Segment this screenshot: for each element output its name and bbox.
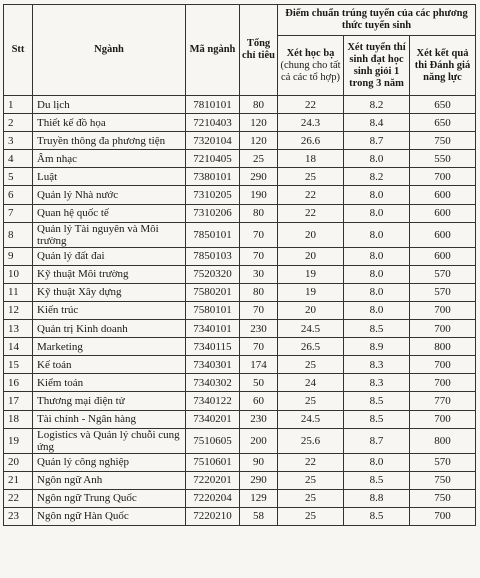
row-ma-nganh: 7210403 xyxy=(186,114,240,132)
header-group-diem-chuan: Điểm chuẩn trúng tuyển của các phương thức tuyển sinh xyxy=(278,5,476,36)
row-nganh: Quản trị Kinh doanh xyxy=(33,320,186,338)
row-stt: 2 xyxy=(4,114,33,132)
row-chi-tieu: 80 xyxy=(240,283,278,301)
row-xet-hoc-ba: 24.3 xyxy=(278,114,344,132)
row-nganh: Kiến trúc xyxy=(33,301,186,319)
row-chi-tieu: 200 xyxy=(240,428,278,453)
row-ma-nganh: 7580201 xyxy=(186,283,240,301)
row-xet-dgnl: 570 xyxy=(410,265,476,283)
admission-score-table xyxy=(3,4,476,526)
row-chi-tieu: 120 xyxy=(240,132,278,150)
row-xet-hsg: 8.7 xyxy=(344,132,410,150)
row-xet-hsg: 8.3 xyxy=(344,356,410,374)
row-stt: 23 xyxy=(4,507,33,525)
row-xet-dgnl: 650 xyxy=(410,96,476,114)
row-chi-tieu: 129 xyxy=(240,489,278,507)
row-xet-hoc-ba: 24.5 xyxy=(278,320,344,338)
row-xet-hsg: 8.0 xyxy=(344,265,410,283)
row-xet-hoc-ba: 20 xyxy=(278,222,344,247)
row-nganh: Luật xyxy=(33,168,186,186)
row-chi-tieu: 230 xyxy=(240,320,278,338)
row-xet-hoc-ba: 25 xyxy=(278,392,344,410)
header-tong-chi-tieu: Tổng chỉ tiêu xyxy=(240,5,278,96)
row-ma-nganh: 7510601 xyxy=(186,453,240,471)
table-row xyxy=(4,265,476,283)
row-xet-hoc-ba: 25 xyxy=(278,507,344,525)
row-ma-nganh: 7810101 xyxy=(186,96,240,114)
row-ma-nganh: 7340201 xyxy=(186,410,240,428)
row-stt: 21 xyxy=(4,471,33,489)
row-nganh: Marketing xyxy=(33,338,186,356)
row-stt: 4 xyxy=(4,150,33,168)
row-chi-tieu: 50 xyxy=(240,374,278,392)
row-stt: 18 xyxy=(4,410,33,428)
row-xet-hsg: 8.4 xyxy=(344,114,410,132)
row-ma-nganh: 7340301 xyxy=(186,356,240,374)
row-xet-hsg: 8.0 xyxy=(344,301,410,319)
row-chi-tieu: 190 xyxy=(240,186,278,204)
header-stt: Stt xyxy=(4,5,33,96)
row-stt: 19 xyxy=(4,428,33,453)
row-xet-hsg: 8.5 xyxy=(344,410,410,428)
row-nganh: Kỹ thuật Môi trường xyxy=(33,265,186,283)
row-xet-hsg: 8.2 xyxy=(344,96,410,114)
row-xet-dgnl: 700 xyxy=(410,410,476,428)
row-ma-nganh: 7320104 xyxy=(186,132,240,150)
row-xet-hsg: 8.5 xyxy=(344,507,410,525)
row-chi-tieu: 60 xyxy=(240,392,278,410)
table-row xyxy=(4,204,476,222)
row-stt: 1 xyxy=(4,96,33,114)
row-xet-hoc-ba: 19 xyxy=(278,283,344,301)
row-xet-dgnl: 700 xyxy=(410,507,476,525)
row-chi-tieu: 70 xyxy=(240,247,278,265)
row-nganh: Du lịch xyxy=(33,96,186,114)
row-xet-dgnl: 700 xyxy=(410,301,476,319)
table-row xyxy=(4,320,476,338)
row-stt: 17 xyxy=(4,392,33,410)
row-stt: 22 xyxy=(4,489,33,507)
table-row xyxy=(4,338,476,356)
row-xet-hsg: 8.3 xyxy=(344,374,410,392)
row-nganh: Quan hệ quốc tế xyxy=(33,204,186,222)
table-row xyxy=(4,374,476,392)
row-xet-hoc-ba: 18 xyxy=(278,150,344,168)
table-row xyxy=(4,247,476,265)
header-nganh: Ngành xyxy=(33,5,186,96)
row-xet-hoc-ba: 22 xyxy=(278,453,344,471)
row-nganh: Kiểm toán xyxy=(33,374,186,392)
row-nganh: Kế toán xyxy=(33,356,186,374)
row-ma-nganh: 7520320 xyxy=(186,265,240,283)
table-row xyxy=(4,428,476,453)
row-xet-hsg: 8.8 xyxy=(344,489,410,507)
row-xet-dgnl: 750 xyxy=(410,132,476,150)
table-body xyxy=(4,96,476,526)
header-xet-hsg: Xét tuyển thí sinh đạt học sinh giỏi 1 trong 3 năm xyxy=(344,36,410,96)
row-ma-nganh: 7220201 xyxy=(186,471,240,489)
row-ma-nganh: 7580101 xyxy=(186,301,240,319)
row-xet-dgnl: 570 xyxy=(410,283,476,301)
row-stt: 5 xyxy=(4,168,33,186)
row-xet-dgnl: 700 xyxy=(410,168,476,186)
row-stt: 6 xyxy=(4,186,33,204)
row-stt: 15 xyxy=(4,356,33,374)
header-xet-dgnl: Xét kết quả thi Đánh giá năng lực xyxy=(410,36,476,96)
row-chi-tieu: 25 xyxy=(240,150,278,168)
table-row xyxy=(4,132,476,150)
row-xet-hsg: 8.0 xyxy=(344,247,410,265)
row-nganh: Thiết kế đồ họa xyxy=(33,114,186,132)
row-nganh: Quản lý đất đai xyxy=(33,247,186,265)
row-stt: 3 xyxy=(4,132,33,150)
header-xet-hoc-ba xyxy=(278,36,344,96)
row-xet-hoc-ba: 20 xyxy=(278,247,344,265)
row-xet-hsg: 8.5 xyxy=(344,471,410,489)
row-xet-hsg: 8.0 xyxy=(344,222,410,247)
row-nganh: Ngôn ngữ Trung Quốc xyxy=(33,489,186,507)
row-xet-hoc-ba: 24 xyxy=(278,374,344,392)
row-chi-tieu: 90 xyxy=(240,453,278,471)
row-xet-dgnl: 570 xyxy=(410,453,476,471)
row-xet-dgnl: 770 xyxy=(410,392,476,410)
row-xet-dgnl: 750 xyxy=(410,471,476,489)
header-xet-hoc-ba-title: Xét học bạ xyxy=(286,47,335,59)
row-ma-nganh: 7220204 xyxy=(186,489,240,507)
row-xet-hoc-ba: 22 xyxy=(278,186,344,204)
row-xet-dgnl: 700 xyxy=(410,374,476,392)
header-xet-hoc-ba-note: (chung cho tất cả các tổ hợp) xyxy=(280,59,341,83)
row-xet-hoc-ba: 22 xyxy=(278,204,344,222)
row-ma-nganh: 7310205 xyxy=(186,186,240,204)
row-nganh: Ngôn ngữ Hàn Quốc xyxy=(33,507,186,525)
row-xet-dgnl: 600 xyxy=(410,204,476,222)
row-chi-tieu: 70 xyxy=(240,338,278,356)
row-xet-dgnl: 750 xyxy=(410,489,476,507)
row-xet-hoc-ba: 24.5 xyxy=(278,410,344,428)
row-xet-dgnl: 600 xyxy=(410,247,476,265)
row-nganh: Ngôn ngữ Anh xyxy=(33,471,186,489)
table-row xyxy=(4,114,476,132)
row-stt: 9 xyxy=(4,247,33,265)
row-nganh: Kỹ thuật Xây dựng xyxy=(33,283,186,301)
row-stt: 10 xyxy=(4,265,33,283)
table-row xyxy=(4,222,476,247)
table-header xyxy=(4,5,476,96)
row-nganh: Quản lý Nhà nước xyxy=(33,186,186,204)
row-xet-dgnl: 700 xyxy=(410,356,476,374)
row-ma-nganh: 7210405 xyxy=(186,150,240,168)
row-xet-hoc-ba: 25 xyxy=(278,489,344,507)
row-xet-hsg: 8.7 xyxy=(344,428,410,453)
table-row xyxy=(4,507,476,525)
row-xet-hoc-ba: 25 xyxy=(278,356,344,374)
table-row xyxy=(4,392,476,410)
table-row xyxy=(4,301,476,319)
row-xet-hoc-ba: 25 xyxy=(278,471,344,489)
table-row xyxy=(4,186,476,204)
row-xet-hoc-ba: 22 xyxy=(278,96,344,114)
row-xet-dgnl: 600 xyxy=(410,186,476,204)
row-xet-hoc-ba: 25 xyxy=(278,168,344,186)
row-xet-dgnl: 800 xyxy=(410,338,476,356)
row-nganh: Logistics và Quản lý chuỗi cung ứng xyxy=(33,428,186,453)
row-xet-hsg: 8.0 xyxy=(344,150,410,168)
row-xet-hsg: 8.9 xyxy=(344,338,410,356)
table-row xyxy=(4,283,476,301)
row-chi-tieu: 290 xyxy=(240,471,278,489)
row-stt: 11 xyxy=(4,283,33,301)
row-stt: 7 xyxy=(4,204,33,222)
row-xet-hoc-ba: 20 xyxy=(278,301,344,319)
row-nganh: Quản lý công nghiệp xyxy=(33,453,186,471)
row-nganh: Thương mại điện tử xyxy=(33,392,186,410)
table-row xyxy=(4,150,476,168)
row-stt: 13 xyxy=(4,320,33,338)
table-row xyxy=(4,410,476,428)
row-ma-nganh: 7340115 xyxy=(186,338,240,356)
row-ma-nganh: 7340302 xyxy=(186,374,240,392)
row-nganh: Âm nhạc xyxy=(33,150,186,168)
row-nganh: Quản lý Tài nguyên và Môi trường xyxy=(33,222,186,247)
row-xet-hsg: 8.2 xyxy=(344,168,410,186)
row-xet-dgnl: 800 xyxy=(410,428,476,453)
row-xet-hsg: 8.5 xyxy=(344,392,410,410)
row-chi-tieu: 174 xyxy=(240,356,278,374)
row-xet-dgnl: 650 xyxy=(410,114,476,132)
row-xet-hoc-ba: 26.5 xyxy=(278,338,344,356)
row-chi-tieu: 70 xyxy=(240,301,278,319)
row-xet-hsg: 8.0 xyxy=(344,283,410,301)
row-xet-hsg: 8.0 xyxy=(344,186,410,204)
row-xet-hoc-ba: 26.6 xyxy=(278,132,344,150)
row-ma-nganh: 7340122 xyxy=(186,392,240,410)
row-chi-tieu: 30 xyxy=(240,265,278,283)
row-chi-tieu: 58 xyxy=(240,507,278,525)
row-xet-dgnl: 550 xyxy=(410,150,476,168)
row-ma-nganh: 7510605 xyxy=(186,428,240,453)
row-chi-tieu: 80 xyxy=(240,96,278,114)
row-chi-tieu: 290 xyxy=(240,168,278,186)
table-row xyxy=(4,168,476,186)
row-ma-nganh: 7850101 xyxy=(186,222,240,247)
table-row xyxy=(4,489,476,507)
row-nganh: Truyền thông đa phương tiện xyxy=(33,132,186,150)
table-row xyxy=(4,96,476,114)
row-chi-tieu: 80 xyxy=(240,204,278,222)
table-row xyxy=(4,453,476,471)
row-ma-nganh: 7850103 xyxy=(186,247,240,265)
row-xet-hsg: 8.5 xyxy=(344,320,410,338)
row-stt: 20 xyxy=(4,453,33,471)
row-xet-hsg: 8.0 xyxy=(344,453,410,471)
row-ma-nganh: 7310206 xyxy=(186,204,240,222)
row-xet-hoc-ba: 19 xyxy=(278,265,344,283)
row-nganh: Tài chính - Ngân hàng xyxy=(33,410,186,428)
row-xet-dgnl: 600 xyxy=(410,222,476,247)
row-xet-hsg: 8.0 xyxy=(344,204,410,222)
row-ma-nganh: 7220210 xyxy=(186,507,240,525)
row-xet-dgnl: 700 xyxy=(410,320,476,338)
table-row xyxy=(4,356,476,374)
header-ma-nganh: Mã ngành xyxy=(186,5,240,96)
row-stt: 12 xyxy=(4,301,33,319)
row-ma-nganh: 7340101 xyxy=(186,320,240,338)
row-chi-tieu: 230 xyxy=(240,410,278,428)
table-row xyxy=(4,471,476,489)
row-stt: 8 xyxy=(4,222,33,247)
row-ma-nganh: 7380101 xyxy=(186,168,240,186)
row-chi-tieu: 70 xyxy=(240,222,278,247)
row-stt: 16 xyxy=(4,374,33,392)
row-chi-tieu: 120 xyxy=(240,114,278,132)
row-stt: 14 xyxy=(4,338,33,356)
row-xet-hoc-ba: 25.6 xyxy=(278,428,344,453)
